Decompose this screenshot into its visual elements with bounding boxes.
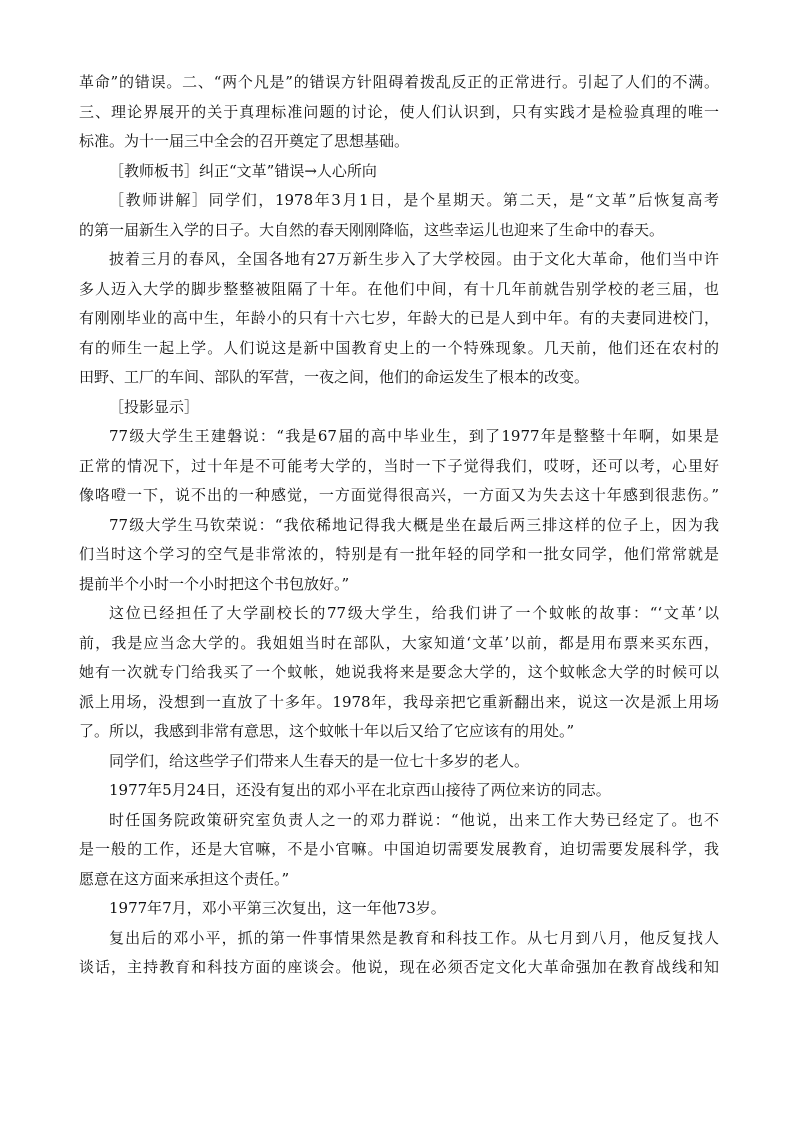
text-line: 多人迈入大学的脚步整整被阻隔了十年。在他们中间，有十几年前就告别学校的老三届，也 xyxy=(79,279,719,298)
text-line: 像咯噔一下，说不出的一种感觉，一方面觉得很高兴，一方面又为失去这十年感到很悲伤。” xyxy=(79,486,719,504)
text-line: 三、理论界展开的关于真理标准问题的讨论，使人们认识到，只有实践才是检验真理的唯一 xyxy=(79,102,719,121)
text-line: 77级大学生马钦荣说：“我依稀地记得我大概是坐在最后两三排这样的位子上，因为我 xyxy=(109,515,719,534)
text-line: ［教师板书］纠正“文革”错误→人心所向 xyxy=(109,161,377,180)
text-line: 1977年5月24日，还没有复出的邓小平在北京西山接待了两位来访的同志。 xyxy=(109,781,611,799)
text-line: ［教师讲解］同学们，1978年3月1日，是个星期天。第二天，是“文革”后恢复高考 xyxy=(109,191,719,209)
document-page xyxy=(79,68,719,983)
text-line: 时任国务院政策研究室负责人之一的邓力群说：“他说，出来工作大势已经定了。也不 xyxy=(109,810,719,829)
text-line: 同学们，给这些学子们带来人生春天的是一位七十多岁的老人。 xyxy=(109,751,530,770)
text-line: 是一般的工作，还是大官嘛，不是小官嘛。中国迫切需要发展教育，迫切需要发展科学，我 xyxy=(79,840,719,858)
text-line: 有刚刚毕业的高中生，年龄小的只有十六七岁，年龄大的已是人到中年。有的夫妻同进校门， xyxy=(79,309,719,327)
text-line: 她有一次就专门给我买了一个蚊帐，她说我将来是要念大学的，这个蚊帐念大学的时候可以 xyxy=(79,663,719,681)
text-line: 77级大学生王建磐说：“我是67届的高中毕业生，到了1977年是整整十年啊，如果是 xyxy=(109,427,719,445)
text-line: 派上用场，没想到一直放了十多年。1978年，我母亲把它重新翻出来，说这一次是派上用场 xyxy=(79,692,719,711)
text-line: 谈话，主持教育和科技方面的座谈会。他说，现在必须否定文化大革命强加在教育战线和知 xyxy=(79,958,719,976)
text-line: 的第一届新生入学的日子。大自然的春天刚刚降临，这些幸运儿也迎来了生命中的春天。 xyxy=(79,220,665,239)
text-line: 披着三月的春风，全国各地有27万新生步入了大学校园。由于文化大革命，他们当中许 xyxy=(109,250,719,268)
text-line: 提前半个小时一个小时把这个书包放好。” xyxy=(79,574,350,593)
text-line: 愿意在这方面来承担这个责任。” xyxy=(79,869,290,888)
text-line: ［投影显示］ xyxy=(109,397,200,416)
text-line: 1977年7月，邓小平第三次复出，这一年他73岁。 xyxy=(109,899,446,917)
text-line: 前，我是应当念大学的。我姐姐当时在部队，大家知道‘文革’以前，都是用布票来买东西， xyxy=(79,633,719,652)
text-line: 有的师生一起上学。人们说这是新中国教育史上的一个特殊现象。几天前，他们还在农村的 xyxy=(79,338,719,357)
text-line: 标准。为十一届三中全会的召开奠定了思想基础。 xyxy=(79,132,410,150)
text-line: 正常的情况下，过十年是不可能考大学的，当时一下子觉得我们，哎呀，还可以考，心里好 xyxy=(79,456,719,475)
text-line: 了。所以，我感到非常有意思，这个蚊帐十年以后又给了它应该有的用处。” xyxy=(79,722,575,740)
text-line: 们当时这个学习的空气是非常浓的，特别是有一批年轻的同学和一批女同学，他们常常就是 xyxy=(79,545,719,563)
text-line: 这位已经担任了大学副校长的77级大学生，给我们讲了一个蚊帐的故事：“‘文革’以 xyxy=(109,604,719,622)
text-line: 复出后的邓小平，抓的第一件事情果然是教育和科技工作。从七月到八月，他反复找人 xyxy=(109,928,719,947)
text-line: 革命”的错误。二、“两个凡是”的错误方针阻碍着拨乱反正的正常进行。引起了人们的不满。 xyxy=(79,73,719,91)
text-line: 田野、工厂的车间、部队的军营，一夜之间，他们的命运发生了根本的改变。 xyxy=(79,368,590,386)
